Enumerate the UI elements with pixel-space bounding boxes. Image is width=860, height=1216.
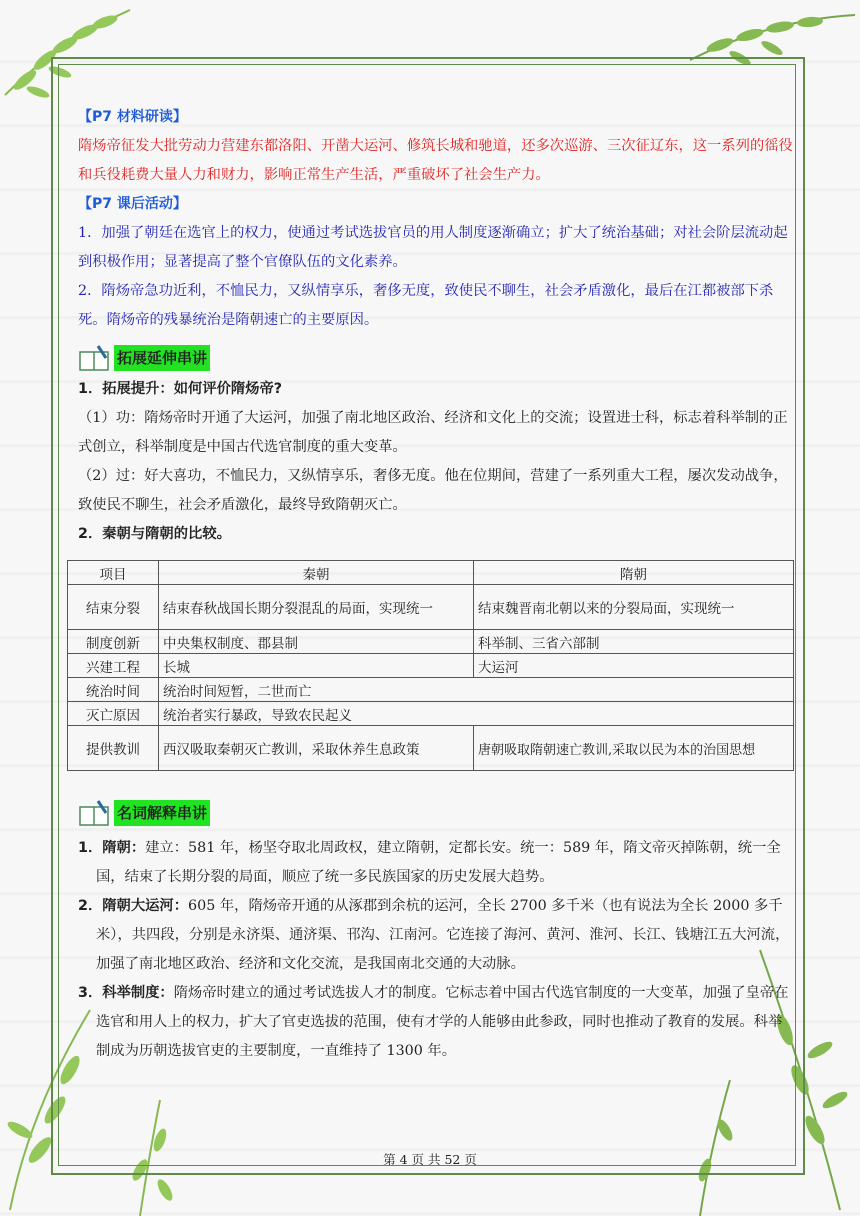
table-row — [68, 702, 794, 726]
table-row — [68, 630, 794, 654]
table-header-cell: 隋朝 — [474, 561, 794, 585]
terms-content — [78, 796, 796, 1066]
table-cell: 结束魏晋南北朝以来的分裂局面，实现统一 — [474, 585, 794, 630]
comparison-table — [67, 560, 794, 771]
table-cell: 灭亡原因 — [68, 702, 159, 726]
table-cell: 结束分裂 — [68, 585, 159, 630]
table-row — [68, 654, 794, 678]
table-row — [68, 678, 794, 702]
terms-section-label: 名词解释串讲 — [114, 800, 210, 826]
comparison-heading: 2．秦朝与隋朝的比较。 — [78, 526, 231, 542]
extension-fault: （2）过：好大喜功，不恤民力，又纵情享乐，奢侈无度。他在位期间，营建了一系列重大工程，屡次发动战争，致使民不聊生，社会矛盾激化，最终导致隋朝灭亡。 — [78, 468, 788, 513]
terms-section-title — [78, 796, 796, 830]
table-cell: 统治时间 — [68, 678, 159, 702]
table-cell: 提供教训 — [68, 726, 159, 771]
extension-question: 1．拓展提升：如何评价隋炀帝? — [78, 381, 283, 397]
table-cell: 兴建工程 — [68, 654, 159, 678]
material-reading-text: 隋炀帝征发大批劳动力营建东都洛阳、开凿大运河、修筑长城和驰道，还多次巡游、三次征辽东，这一系列的徭役和兵役耗费大量人力和财力，影响正常生产生活，严重破坏了社会生产力。 — [78, 138, 793, 183]
term-name: 1．隋朝： — [78, 840, 146, 856]
table-cell: 大运河 — [474, 654, 794, 678]
page-content — [78, 103, 796, 549]
table-cell: 西汉吸取秦朝灭亡教训，采取休养生息政策 — [159, 726, 474, 771]
page-footer: 第 4 页 共 52 页 — [383, 1152, 477, 1167]
term-text: 605 年，隋炀帝开通的从涿郡到余杭的运河，全长 2700 多千米（也有说法为全长 2000 多千米），共四段，分别是永济渠、通济渠、邗沟、江南河。它连接了海河、黄河、淮河、长江、钱塘江五大河流，加强了南北地区政治、经济和文化交流，是我国南北交通的大动脉。 — [96, 898, 790, 972]
term-name: 2．隋朝大运河： — [78, 898, 189, 914]
table-row — [68, 726, 794, 771]
table-cell: 长城 — [159, 654, 474, 678]
table-row — [68, 585, 794, 630]
table-cell: 中央集权制度、郡县制 — [159, 630, 474, 654]
term-item-1 — [78, 834, 796, 892]
term-name: 3．科举制度： — [78, 985, 174, 1001]
table-cell: 唐朝吸取隋朝速亡教训,采取以民为本的治国思想 — [474, 726, 794, 771]
book-icon — [78, 799, 112, 827]
table-cell: 统治者实行暴政，导致农民起义 — [159, 702, 794, 726]
extension-section-label: 拓展延伸串讲 — [114, 345, 210, 371]
term-item-3 — [78, 979, 796, 1066]
term-text: 隋炀帝时建立的通过考试选拔人才的制度。它标志着中国古代选官制度的一大变革，加强了皇帝在选官和用人上的权力，扩大了官吏选拔的范围，使有才学的人能够由此参政，同时也推动了教育的发展。科举制成为历朝选拔官吏的主要制度，一直维持了 1300 年。 — [96, 985, 789, 1059]
table-cell: 制度创新 — [68, 630, 159, 654]
after-class-item-2: 2．隋炀帝急功近利，不恤民力，又纵情享乐，奢侈无度，致使民不聊生，社会矛盾激化，最后在江都被部下杀死。隋炀帝的残暴统治是隋朝速亡的主要原因。 — [78, 283, 774, 328]
table-cell: 结束春秋战国长期分裂混乱的局面，实现统一 — [159, 585, 474, 630]
after-class-heading: 【P7 课后活动】 — [78, 196, 187, 212]
extension-section-title — [78, 341, 796, 375]
table-cell: 科举制、三省六部制 — [474, 630, 794, 654]
table-header-cell: 项目 — [68, 561, 159, 585]
material-reading-heading: 【P7 材料研读】 — [78, 109, 187, 125]
extension-merit: （1）功：隋炀帝时开通了大运河，加强了南北地区政治、经济和文化上的交流；设置进士科，标志着科举制的正式创立，科举制度是中国古代选官制度的重大变革。 — [78, 410, 788, 455]
term-item-2 — [78, 892, 796, 979]
after-class-item-1: 1．加强了朝廷在选官上的权力，使通过考试选拔官员的用人制度逐渐确立；扩大了统治基础；对社会阶层流动起到积极作用；显著提高了整个官僚队伍的文化素养。 — [78, 225, 788, 270]
table-header-row — [68, 561, 794, 585]
table-cell: 统治时间短暂，二世而亡 — [159, 678, 794, 702]
term-text: 建立：581 年，杨坚夺取北周政权，建立隋朝，定都长安。统一：589 年，隋文帝灭掉陈朝，统一全国，结束了长期分裂的局面，顺应了统一多民族国家的历史发展大趋势。 — [96, 840, 781, 885]
table-header-cell: 秦朝 — [159, 561, 474, 585]
book-icon — [78, 344, 112, 372]
